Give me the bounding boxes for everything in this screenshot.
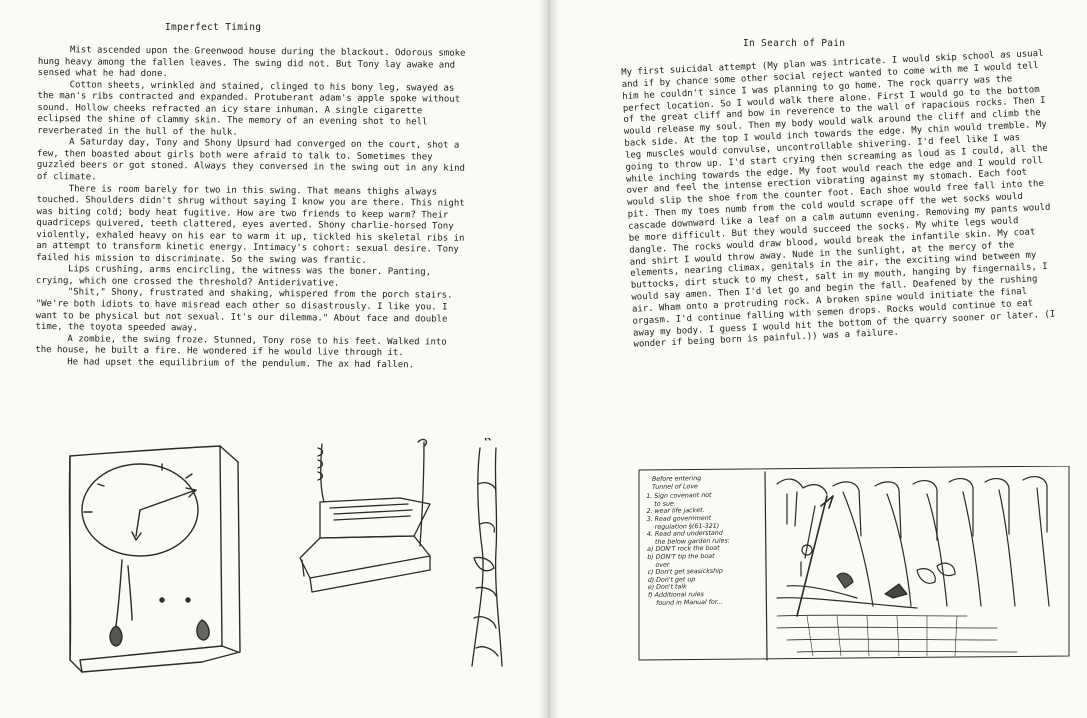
tunnel-rules-notes [646,474,766,607]
story-body-in-search-of-pain [621,49,1061,352]
paragraph: A zombie, the swing froze. Stunned, Tony rose to his feet. Walked into the house, he built a fire. He wondered if he would live through it. [35,333,447,359]
notes-line: over [655,561,670,569]
paragraph: Cotton sheets, wrinkled and stained, clinged to his bony leg, swayed as the man's ribs contracted and expanded. Protuberant adam's apple spoke without sound. Hollow cheeks refracted an icy stare inhuman. A single cigarette eclipsed the shine of clammy skin. The memory of an evening shot to hell reverberated in the hull of the hulk. [37,79,461,138]
notes-line: the below garden rules: [654,537,730,546]
notes-line: to sue. [654,500,676,508]
notes-line: regulation §(61-321) [654,522,720,531]
paragraph: There is room barely for two in this swing. That means thighs always touched. Shoulders didn't shrug without saying I know you are there. This night was biting cold; body heat fugitive. How are two friends to keep warm? Their quadriceps quivered, teeth clattered, eyes averted. Shony charlie-horsed Tony violently, exhaled heavy on his ear to warm it up, tickled his skeletal ribs in an attempt to transform kinetic energy. Intimacy's cohort: sexual desire. Tony failed his mission to discriminate. So the swing was frantic. [36,183,465,266]
paragraph: Mist ascended upon the Greenwood house during the blackout. Odorous smoke hung heavy among the fallen leaves. The swing did not. But Tony lay awake and sensed what he had done. [37,45,466,80]
paragraph: He had upset the equilibrium of the pendulum. The ax had fallen. [67,357,415,371]
notes-line: 3. Read government [646,514,712,524]
paragraph: Lips crushing, arms encircling, the witness was the boner. Panting, crying, which one crossed the threshold? Antiderivative. [35,264,432,289]
notes-line: d) Don't get up [647,575,696,584]
notes-line: a) DON'T rock the boat [647,545,720,554]
pendulum-clock-sketch [62,440,252,676]
notes-line: 1. Sign covenant not [646,492,712,501]
notes-line: found in Manual for... [656,598,723,607]
story-title-in-search-of-pain: In Search of Pain [743,38,846,49]
notes-line: 4. Read and understand [646,529,723,539]
notes-line: e) Don't talk [647,583,687,592]
notes-heading: Before entering [651,475,702,483]
story-body-imperfect-timing [35,45,470,372]
notes-line: c) Don't get seasickship [647,567,723,577]
porch-swing-sketch [290,438,526,668]
paragraph: My first suicidal attempt (My plan was intricate. I would skip school as usual and if by chance some other social reject wanted to come with me I would tell him he couldn't since I was planning to go home. The rock quarry was the perfect location. So I would walk there alone. First I would go to the bottom of the great cliff and bow in reverence to the wall of rapacious rocks. Then I would release my soul. Then my body would walk around the cliff and climb the back side. At the top I would inch towards the edge. My chin would tremble. My leg muscles would convulse, uncontrollable shivering. I'd feel like I was going to throw up. I'd start crying then screaming as loud as I could, all the while inching towards the edge. My foot would reach the edge and I would roll over and feel the intense erection vibrating against my stomach. Each foot would slip the shoe from the counter foot. Each shoe would free fall into the pit. Then my toes numb from the cold would scrape off the wet socks would cascade downward like a leaf on a calm autumn evening. Removing my pants would be more difficult. But they would succeed the socks. My white legs would dangle. The rocks would draw blood, would break the infantile skin. My coat and shirt I would throw away. Nude in the sunlight, at the mercy of the elements, nearing climax, genitals in the air, the exciting wind between my buttocks, dirt stuck to my chest, salt in my mouth, hanging by fingernails, I would say amen. Then I'd let go and begin the fall. Deafened by the rushing air. Wham onto a protruding rock. A broken spine would initiate the final orgasm. I'd continue falling with semen drops. Rocks would continue to eat away my body. I guess I would hit the bottom of the quarry sooner or later. (I wonder if being born is painful.)) was a failure. [621,48,1056,351]
notes-heading: Tunnel of Love [651,482,698,491]
paragraph: A Saturday day, Tony and Shony Upsurd had converged on the court, shot a few, then boasted about girls both were afraid to talk to. Sometimes they guzzled beers or got stoned. Always they conversed in the swing out in any kind of climate. [36,137,466,183]
right-page [553,0,1087,718]
story-title-imperfect-timing: Imperfect Timing [165,22,262,33]
tunnel-of-love-cartoon [637,466,1071,662]
paragraph: "Shit," Shony, frustrated and shaking, whispered from the porch stairs. "We're both idiots to have misread each other so disastrously. I like you. I want to be physical but not sexual. It's our dilemma." About face and double time, the toyota speeded away. [35,287,453,334]
notes-line: f) Additional rules [647,590,704,599]
notes-line: 2. wear life jacket. [646,507,705,516]
notes-line: b) DON'T tip the boat [647,552,715,561]
